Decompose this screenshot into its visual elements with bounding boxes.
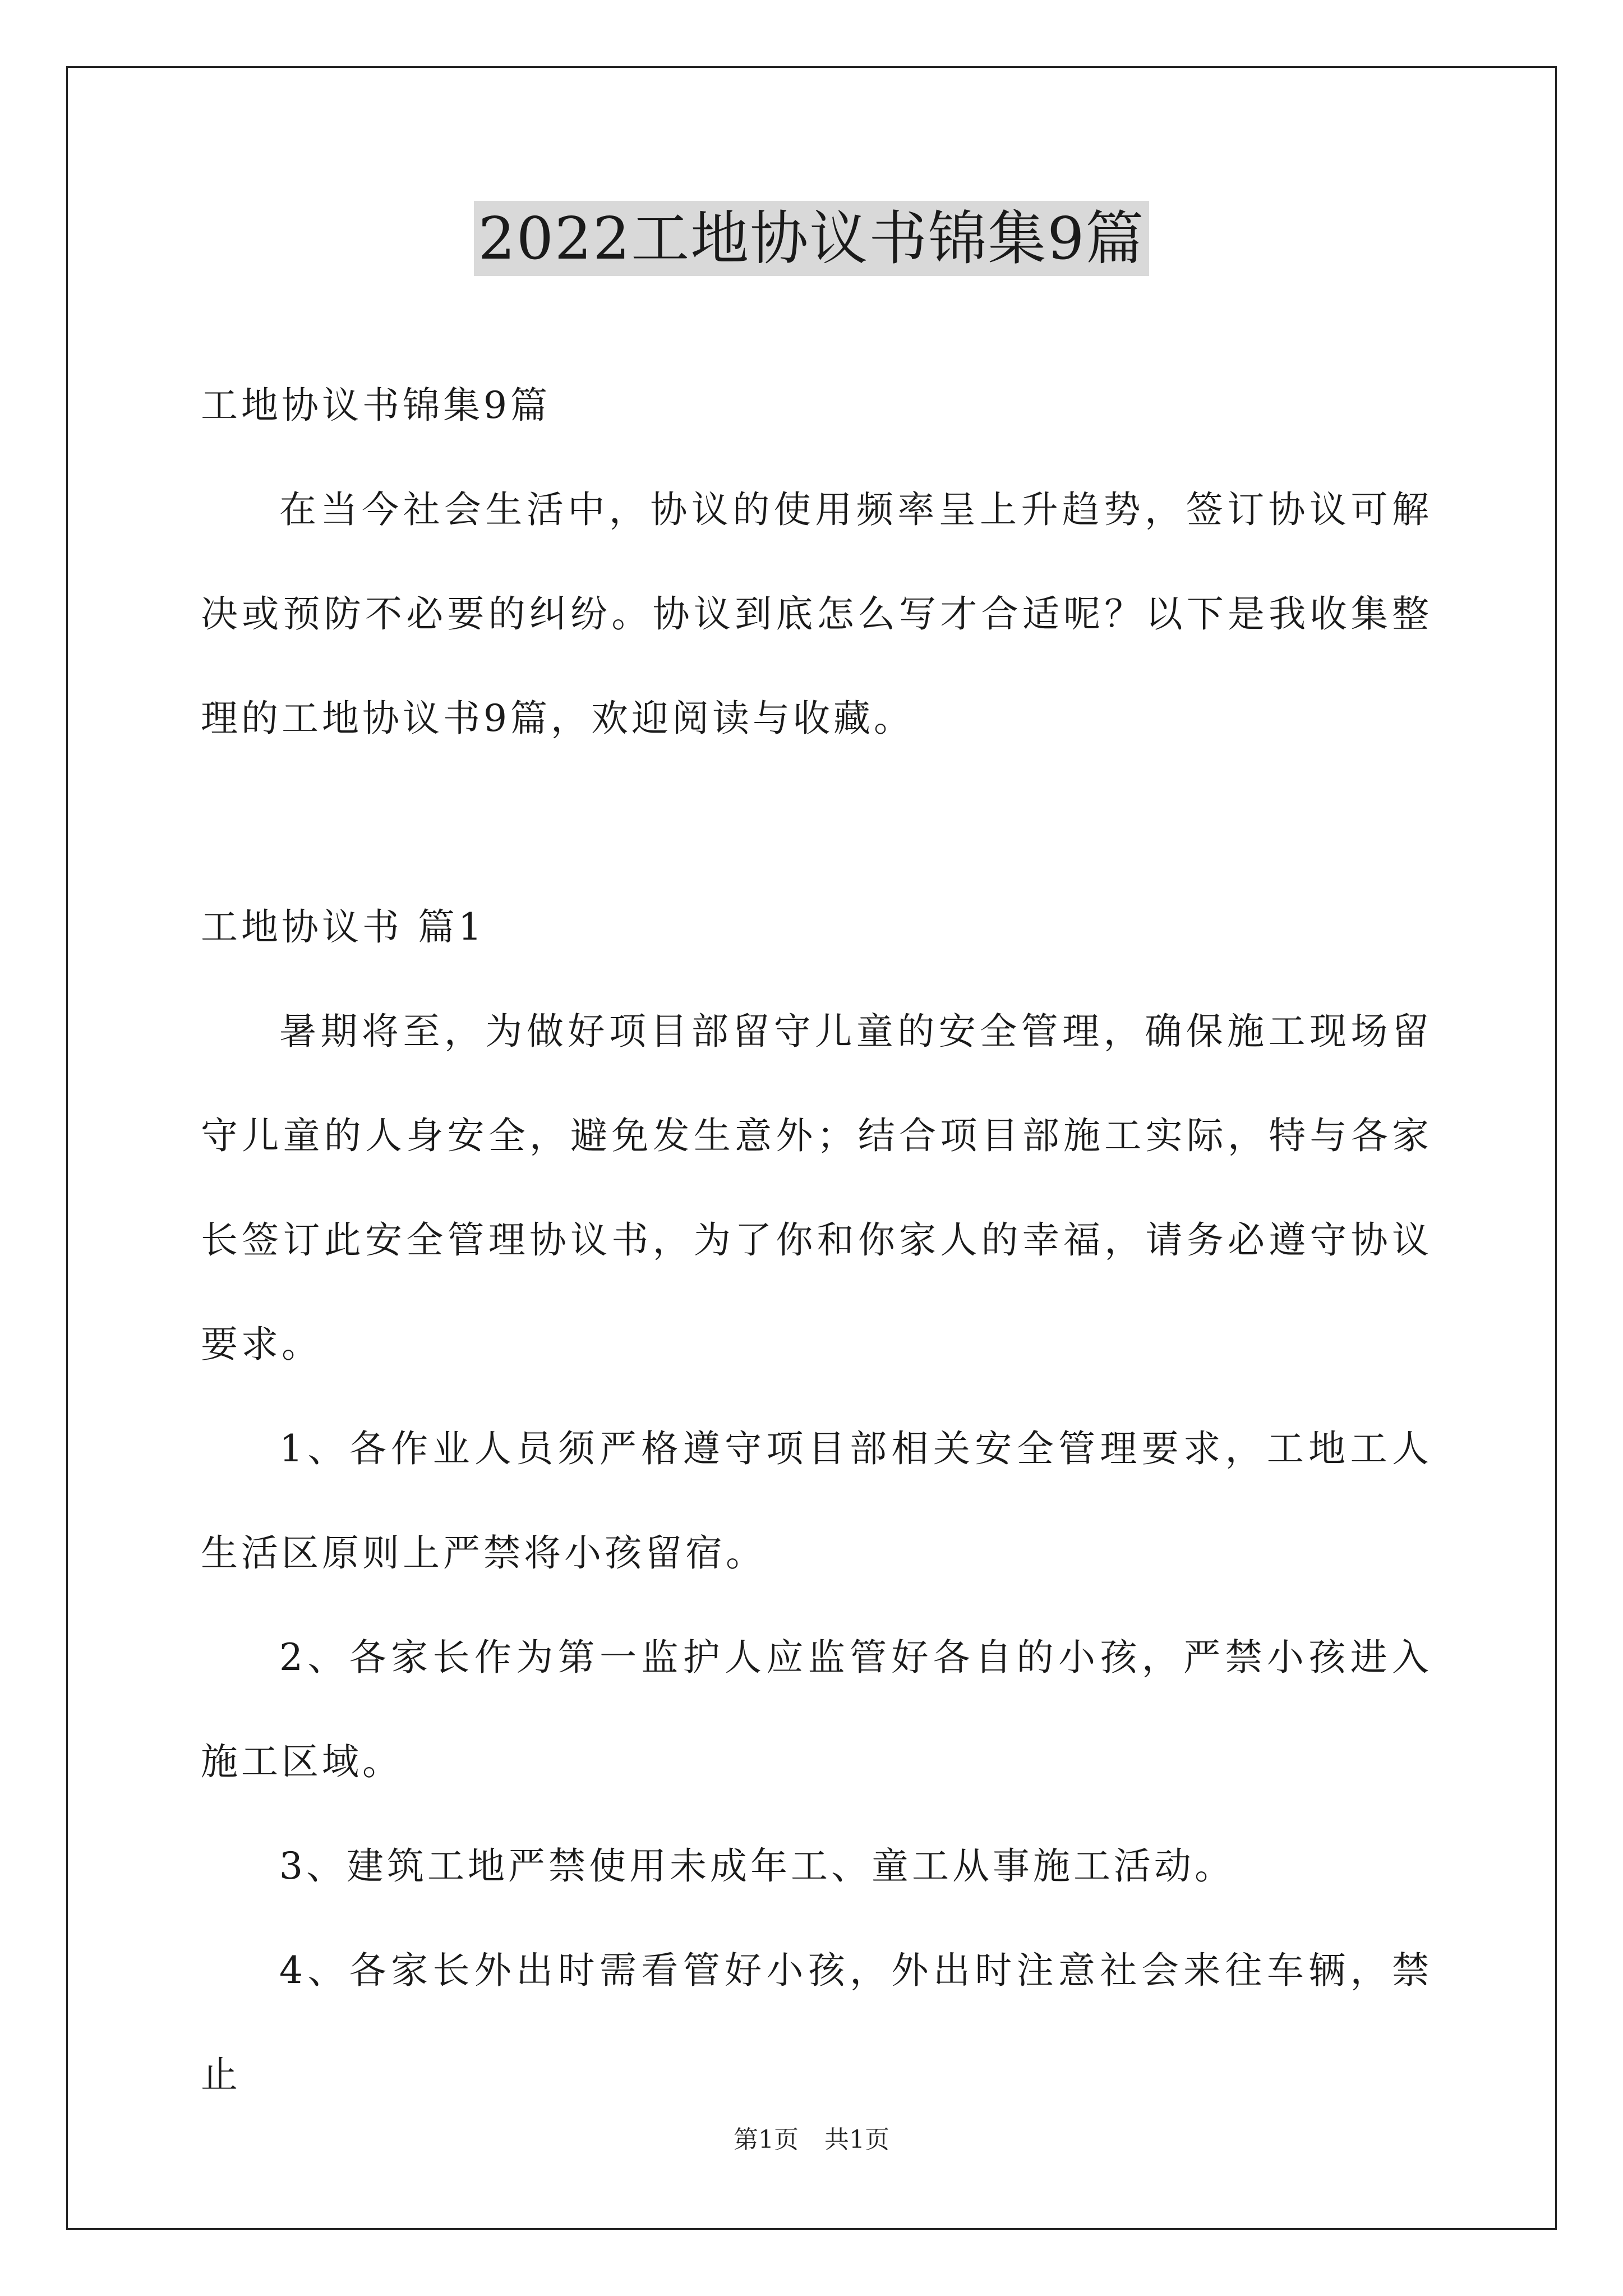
- paragraph: 2、各家长作为第一监护人应监管好各自的小孩，严禁小孩进入施工区域。: [201, 1636, 1432, 1783]
- document-title-text: 2022工地协议书锦集9篇: [474, 201, 1150, 276]
- paragraph: 3、建筑工地严禁使用未成年工、童工从事施工活动。: [279, 1844, 1235, 1888]
- document-title: [0, 196, 1623, 280]
- paragraph: 1、各作业人员须严格遵守项目部相关安全管理要求，工地工人生活区原则上严禁将小孩留宿。: [201, 1427, 1432, 1575]
- document-subtitle: 工地协议书锦集9篇: [201, 384, 551, 427]
- section-heading: 工地协议书 篇1: [201, 905, 485, 949]
- paragraph: 暑期将至，为做好项目部留守儿童的安全管理，确保施工现场留守儿童的人身安全，避免发生意外；结合项目部施工实际，特与各家长签订此安全管理协议书，为了你和你家人的幸福，请务必遵守协议要求。: [201, 1010, 1432, 1366]
- document-body: [201, 353, 1432, 2127]
- paragraph: 4、各家长外出时需看管好小孩，外出时注意社会来往车辆，禁止: [201, 1949, 1432, 2096]
- intro-paragraph: 在当今社会生活中，协议的使用频率呈上升趋势，签订协议可解决或预防不必要的纠纷。协议到底怎么写才合适呢？以下是我收集整理的工地协议书9篇，欢迎阅读与收藏。: [201, 488, 1432, 740]
- section-spacer: [201, 771, 1432, 875]
- page-footer: [0, 2123, 1623, 2157]
- page-total: 共1页: [824, 2125, 889, 2154]
- page-number: 第1页: [734, 2125, 799, 2154]
